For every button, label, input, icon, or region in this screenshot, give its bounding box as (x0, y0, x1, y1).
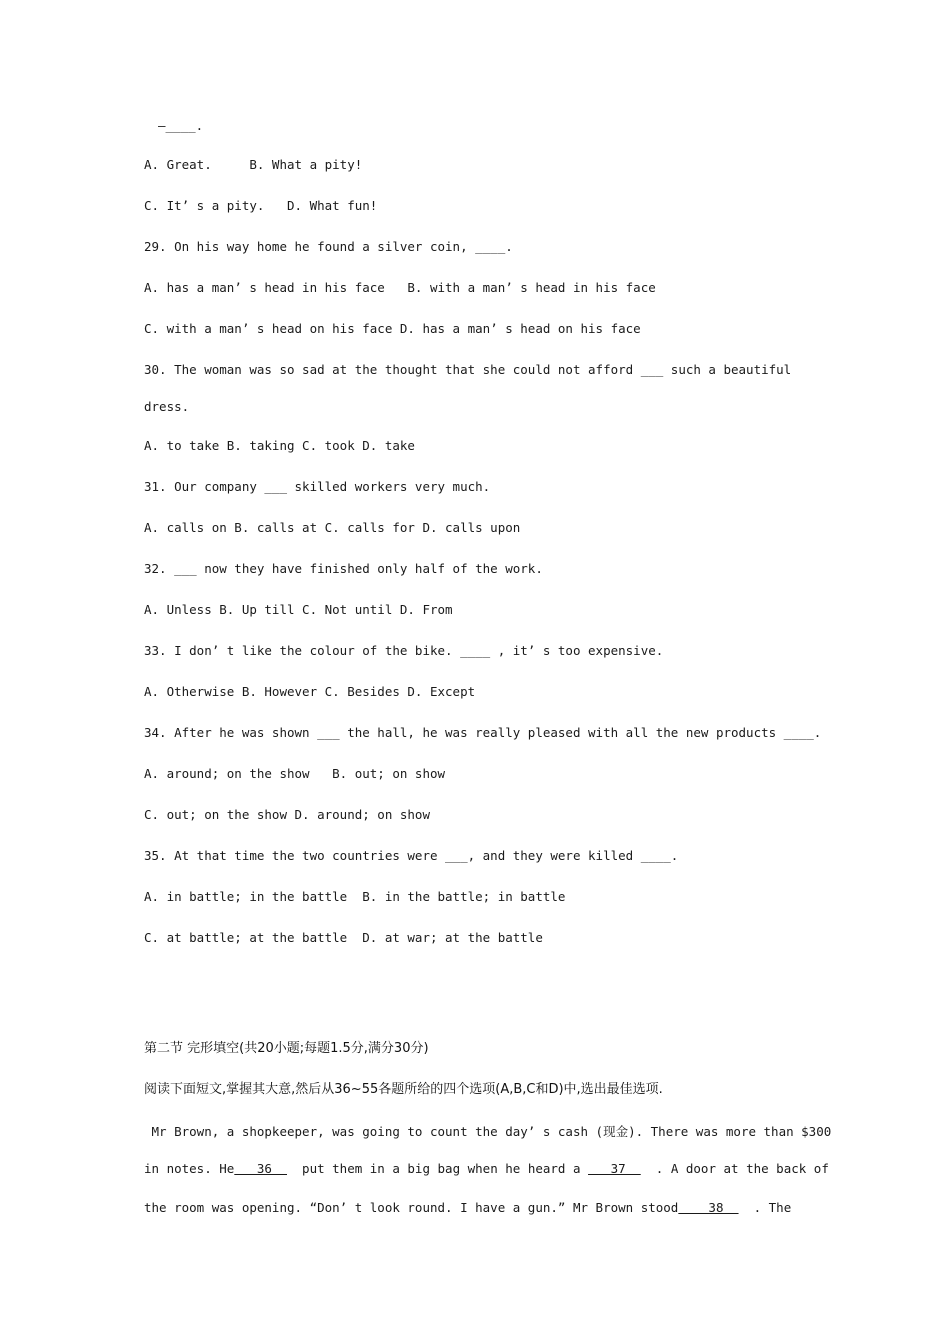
q35-stem: 35. At that time the two countries were ___, and they were killed ____. (144, 848, 679, 863)
passage-line-1: Mr Brown, a shopkeeper, was going to count the day’ s cash (现金). There was more than $300 (144, 1124, 832, 1139)
q35-options-cd: C. at battle; at the battle D. at war; at the battle (144, 930, 543, 945)
passage-line-2 (144, 1161, 829, 1177)
q34-options-cd: C. out; on the show D. around; on show (144, 807, 430, 822)
q31-options: A. calls on B. calls at C. calls for D. calls upon (144, 520, 521, 535)
q30-stem-continued: dress. (144, 399, 190, 414)
q33-stem: 33. I don’ t like the colour of the bike. ____ , it’ s too expensive. (144, 643, 664, 658)
q29-stem: 29. On his way home he found a silver coin, ____. (144, 239, 513, 254)
q30-options: A. to take B. taking C. took D. take (144, 438, 415, 453)
q35-options-ab: A. in battle; in the battle B. in the battle; in battle (144, 889, 566, 904)
q29-options-cd: C. with a man’ s head on his face D. has a man’ s head on his face (144, 321, 641, 336)
q28-options-cd: C. It’ s a pity. D. What fun! (144, 198, 378, 213)
q31-stem: 31. Our company ___ skilled workers very much. (144, 479, 491, 494)
passage-text: . A door at the back of (640, 1161, 829, 1176)
blank-37: 37 (588, 1161, 641, 1176)
q30-stem: 30. The woman was so sad at the thought that she could not afford ___ such a beautiful (144, 362, 792, 377)
section-heading: 第二节 完形填空(共20小题;每题1.5分,满分30分) (144, 1041, 429, 1056)
blank-38: 38 (678, 1200, 739, 1215)
q28-blank-line: —____. (158, 118, 204, 133)
passage-line-3 (144, 1200, 791, 1216)
q33-options: A. Otherwise B. However C. Besides D. Except (144, 684, 476, 699)
passage-text: put them in a big bag when he heard a (287, 1161, 589, 1176)
passage-text: in notes. He (144, 1161, 235, 1176)
q32-stem: 32. ___ now they have finished only half of the work. (144, 561, 543, 576)
q29-options-ab: A. has a man’ s head in his face B. with a man’ s head in his face (144, 280, 656, 295)
passage-text: the room was opening. “Don’ t look round. I have a gun.” Mr Brown stood (144, 1200, 679, 1215)
section-instruction: 阅读下面短文,掌握其大意,然后从36~55各题所给的四个选项(A,B,C和D)中,选出最佳选项. (144, 1082, 663, 1097)
q28-options-ab: A. Great. B. What a pity! (144, 157, 363, 172)
q34-options-ab: A. around; on the show B. out; on show (144, 766, 446, 781)
q32-options: A. Unless B. Up till C. Not until D. From (144, 602, 453, 617)
blank-36: 36 (234, 1161, 287, 1176)
passage-text: . The (738, 1200, 792, 1215)
q34-stem: 34. After he was shown ___ the hall, he was really pleased with all the new products ____. (144, 725, 822, 740)
